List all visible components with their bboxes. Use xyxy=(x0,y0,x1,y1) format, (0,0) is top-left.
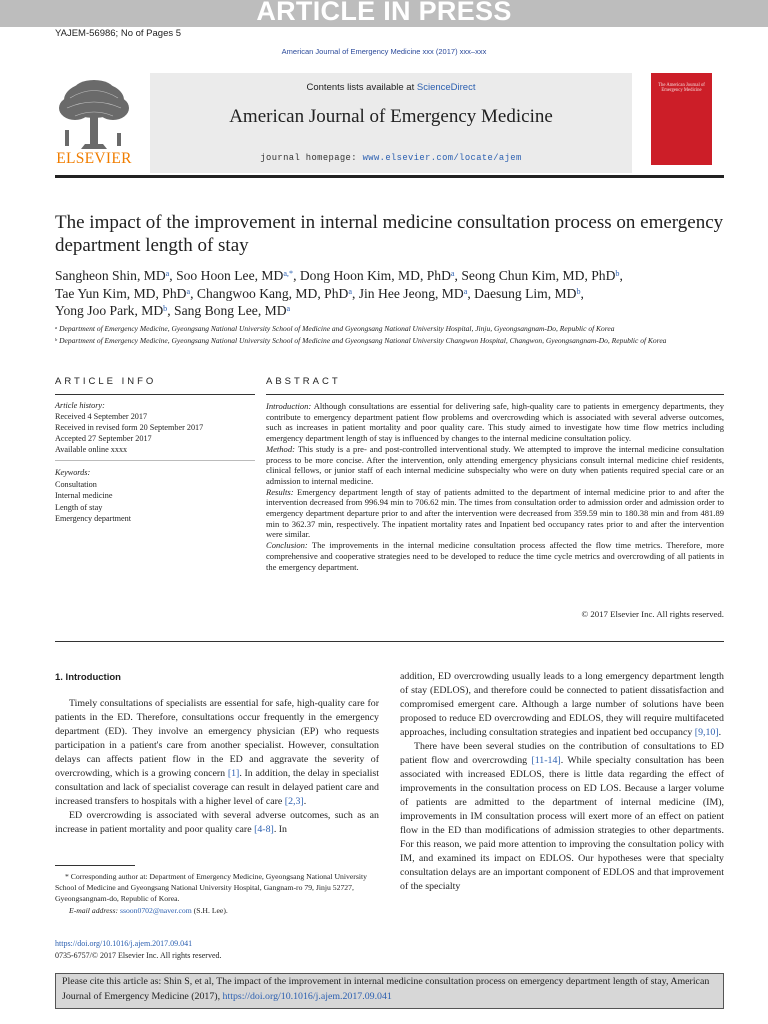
author-separator: , xyxy=(190,285,197,301)
paragraph-text: . xyxy=(718,727,722,738)
email-suffix: (S.H. Lee). xyxy=(191,905,228,915)
copyright: © 2017 Elsevier Inc. All rights reserved. xyxy=(581,609,724,619)
paragraph-text: Timely consultations of specialists are essential for safe, high-quality care for patients in the ED. Therefore, consultations occur frequently in the emergency department (ED). They involve an emergency physician (EP) who requests participation in a patient's care from another specialist. However, consultation delays can affects patient flow in the ED and aggravate the severity of overcrowding, which is a growing concern xyxy=(55,698,379,779)
paragraph xyxy=(400,670,724,740)
history-item: Available online xxxx xyxy=(55,444,128,454)
journal-citation-line[interactable]: American Journal of Emergency Medicine xxx (2017) xxx–xxx xyxy=(281,47,487,56)
author-name: Soo Hoon Lee, MD xyxy=(176,268,284,283)
contents-line xyxy=(150,82,632,93)
keyword: Internal medicine xyxy=(55,491,113,500)
author-separator: , xyxy=(454,268,462,283)
sciencedirect-link[interactable]: ScienceDirect xyxy=(416,82,476,93)
abstract-label: Results: xyxy=(266,486,294,497)
document-id: YAJEM-56986; No of Pages 5 xyxy=(55,28,182,39)
author-separator: , xyxy=(351,285,359,301)
keyword: Consultation xyxy=(55,479,97,489)
keywords-label: Keywords: xyxy=(55,468,91,477)
abstract-heading: ABSTRACT xyxy=(266,376,341,387)
issn-line: 0735-6757/© 2017 Elsevier Inc. All rights reserved. xyxy=(55,950,222,960)
author[interactable] xyxy=(55,286,190,301)
citation-text xyxy=(62,975,718,1004)
article-in-press-banner xyxy=(0,0,768,27)
author-name: Seong Chun Kim, MD, PhD xyxy=(461,268,616,283)
affiliation-text: Department of Emergency Medicine, Gyeongsang National University School of Medicine and Gyeongsang National University Changwon Hospital, Changwon, Gyeongsangnam-Do, Republic of Korea xyxy=(59,336,667,345)
author-name: Sangheon Shin, MD xyxy=(55,268,166,283)
history-item: Received in revised form 20 September 2017 xyxy=(55,422,204,432)
contents-prefix: Contents lists available at xyxy=(306,82,417,93)
affiliation-marker[interactable]: a xyxy=(165,268,170,278)
author-separator: , xyxy=(169,268,177,283)
affiliation-marker[interactable]: a xyxy=(450,268,455,278)
author-name: Sang Bong Lee, MD xyxy=(174,303,287,318)
paragraph xyxy=(400,740,724,894)
affiliation-text: Department of Emergency Medicine, Gyeongsang National University School of Medicine and Gyeongsang National University Hospital, Jinju, Gyeongsangnam-Do, Republic of Korea xyxy=(59,324,615,333)
citation-doi-link[interactable]: https://doi.org/10.1016/j.ajem.2017.09.041 xyxy=(222,990,392,1002)
citation-body: Please cite this article as: Shin S, et al, The impact of the improvement in internal medicine consultation process on emergency department length of stay, American Journal of Emergency Medicine (2017), xyxy=(62,976,710,1002)
history-label: Article history: xyxy=(55,401,105,410)
footnote-rule xyxy=(55,865,135,866)
doi-block xyxy=(55,938,222,961)
keywords-rule xyxy=(55,460,255,461)
article-title: The impact of the improvement in internal medicine consultation process on emergency department length of stay xyxy=(55,212,724,256)
affiliation xyxy=(55,323,724,335)
history-item: Accepted 27 September 2017 xyxy=(55,433,152,443)
keyword: Length of stay xyxy=(55,502,103,512)
author[interactable] xyxy=(174,303,290,318)
abstract-label: Introduction: xyxy=(266,401,312,411)
reference-link[interactable]: [4-8] xyxy=(254,824,274,835)
abstract-method: Method: This study is a pre- and post-controlled interventional study. We attempted to improve the internal medicine consultation process to be more concise. After the intervention, only attending emergency physicians consult internal medicine chief residents, clinical fellows, or junior staff of each internal medicine subspecialty who were on duty when patients required special care or an admission to internal medicine. xyxy=(266,443,724,486)
author-name: Yong Joo Park, MD xyxy=(55,303,164,318)
keywords xyxy=(55,467,255,525)
body-column-right xyxy=(400,670,724,894)
author-separator: , xyxy=(467,285,475,301)
affiliation-marker[interactable]: b xyxy=(615,268,620,278)
email-link[interactable]: ssoon0702@naver.com xyxy=(119,905,192,915)
banner-text: ARTICLE IN PRESS xyxy=(256,0,512,26)
abstract-label: Conclusion: xyxy=(266,540,308,551)
affiliation-label: b xyxy=(55,336,58,342)
paragraph-text: . In addition, the delay in specialist consultation and lack of specialist coverage can result in delayed patient care and increased transfers to hospitals with a higher level of care xyxy=(55,768,379,807)
keyword: Emergency department xyxy=(55,514,132,523)
affiliation-marker[interactable]: b xyxy=(163,303,168,313)
author[interactable] xyxy=(55,268,169,283)
paragraph-text: . xyxy=(303,796,307,807)
masthead-rule xyxy=(55,175,724,178)
author[interactable] xyxy=(359,286,468,301)
footnote-text: Corresponding author at: Department of Emergency Medicine, Gyeongsang National University School of Medicine and Gyeongsang National University Hospital, Gangnam-ro 79, Jinju 52727, Gyeongsangnam-do, Republic of Korea. xyxy=(55,872,367,904)
author-name: Changwoo Kang, MD, PhD xyxy=(196,285,349,301)
paragraph-text: . While specialty consultation has been associated with increased EDLOS, there is little data regarding the effect of improvements in the consultation process on ED LOS. Because a larger volume of patients are admitted to the department of internal medicine (IM), improvements in IM consultation process will exert more of an effect on patient flow in the ED than modifications of admission strategies to other departments. For this reason, we paid more attention to improving the consultation policy with IM, and examined its impact on EDLOS. Our hypotheses were that specialty consultation delays are an important component of EDLOS and that improvement of the specialty xyxy=(400,755,725,892)
affiliations xyxy=(55,323,724,347)
author[interactable] xyxy=(300,268,455,283)
paragraph-text: . In xyxy=(273,824,287,835)
elsevier-tree-logo xyxy=(55,78,133,150)
section-heading: 1. Introduction xyxy=(55,672,121,683)
homepage-prefix: journal homepage: xyxy=(260,153,363,163)
corresponding-author-footnote xyxy=(55,871,379,916)
affiliation-label: a xyxy=(55,324,58,330)
author-name: Dong Hoon Kim, MD, PhD xyxy=(299,268,451,283)
paragraph-text: ED overcrowding is associated with several adverse outcomes, such as an increase in patient mortality and poor quality care xyxy=(55,810,379,835)
reference-link[interactable]: [1] xyxy=(227,768,240,779)
author[interactable] xyxy=(474,286,580,301)
author-name: Jin Hee Jeong, MD xyxy=(358,285,464,301)
homepage-link[interactable]: www.elsevier.com/locate/ajem xyxy=(362,153,522,163)
doi-link[interactable]: https://doi.org/10.1016/j.ajem.2017.09.041 xyxy=(55,939,193,948)
paragraph xyxy=(55,809,379,837)
affiliation-marker[interactable]: a xyxy=(348,286,352,296)
body-column-left xyxy=(55,697,379,837)
affiliation-marker[interactable]: b xyxy=(576,286,581,296)
author[interactable] xyxy=(461,268,619,283)
abstract-introduction: Introduction: Although consultations are essential for delivering safe, high-quality care to patients in emergency departments, they contribute to emergency department patient flow problems and overcrowding which is associated with several adverse outcomes, such as increases in patient mortality and poor quality care. This study aimed to investigate how time flow metrics including emergency department length of stay is influenced by changes to the internal medicine consultation policy. xyxy=(266,401,724,444)
author-separator: , xyxy=(293,268,300,283)
author-separator: , xyxy=(167,303,175,318)
affiliation-marker[interactable]: a xyxy=(186,286,191,296)
journal-homepage-line xyxy=(150,153,632,163)
footnote-marker: * xyxy=(65,872,69,881)
abstract-rule xyxy=(266,394,724,395)
author[interactable] xyxy=(55,303,167,318)
author[interactable] xyxy=(176,268,293,283)
article-history xyxy=(55,401,255,456)
reference-link[interactable]: [2,3] xyxy=(284,796,304,807)
affiliation-marker[interactable]: a,* xyxy=(283,268,294,278)
cover-title: The American Journal of Emergency Medicine xyxy=(658,83,705,94)
paragraph xyxy=(55,697,379,809)
affiliation xyxy=(55,335,724,347)
author-separator: , xyxy=(580,285,584,301)
reference-link[interactable]: [11-14] xyxy=(531,755,561,766)
paragraph-text: addition, ED overcrowding usually leads to a long emergency department length of stay (EDLOS), and therefore could be connected to patient dissatisfaction and compromised emergent care. Although a large number of solutions have been proposed to reduce ED overcrowding and EDLOS, they will require multifaceted approaches, including consultation strategies and inpatient bed occupancy xyxy=(400,671,724,738)
email-label: E-mail address: xyxy=(69,905,119,915)
paragraph-text: There have been several studies on the contribution of consultations to ED patient flow and overcrowding xyxy=(400,741,724,766)
author-list xyxy=(55,267,724,320)
affiliation-marker[interactable]: a xyxy=(286,303,291,313)
author-separator: , xyxy=(619,268,623,283)
author-name: Daesung Lim, MD xyxy=(474,285,577,301)
abstract-label: Method: xyxy=(266,443,295,454)
reference-link[interactable]: [9,10] xyxy=(694,727,719,738)
article-info-rule xyxy=(55,394,255,395)
elsevier-wordmark: ELSEVIER xyxy=(56,150,132,167)
author[interactable] xyxy=(197,286,352,301)
history-item: Received 4 September 2017 xyxy=(55,411,148,421)
abstract-body xyxy=(266,401,724,572)
journal-title: American Journal of Emergency Medicine xyxy=(229,106,553,127)
affiliation-marker[interactable]: a xyxy=(463,286,468,296)
abstract-results: Results: Emergency department length of stay of patients admitted to the department of internal medicine prior to and after the intervention decreased from 996.94 min to 706.62 min. The times from consultation order to admission order and admission order to emergency department departure prior to and after the intervention were decreased from 359.59 min to 180.38 min and from 481.89 min to 362.37 min, respectively. The inpatient mortality rates and Inpatient bed occupancy rates prior to and after the intervention were similar. xyxy=(266,486,724,540)
author-name: Tae Yun Kim, MD, PhD xyxy=(55,285,187,301)
article-info-heading: ARTICLE INFO xyxy=(55,376,157,387)
body-rule xyxy=(55,641,724,642)
abstract-conclusion: Conclusion: The improvements in the internal medicine consultation process affected the flow time metrics. Therefore, more comprehensive and cooperative strategies need to be developed to reduce the time cycle metrics and overcrowding of all patients in the emergency department. xyxy=(266,540,724,572)
